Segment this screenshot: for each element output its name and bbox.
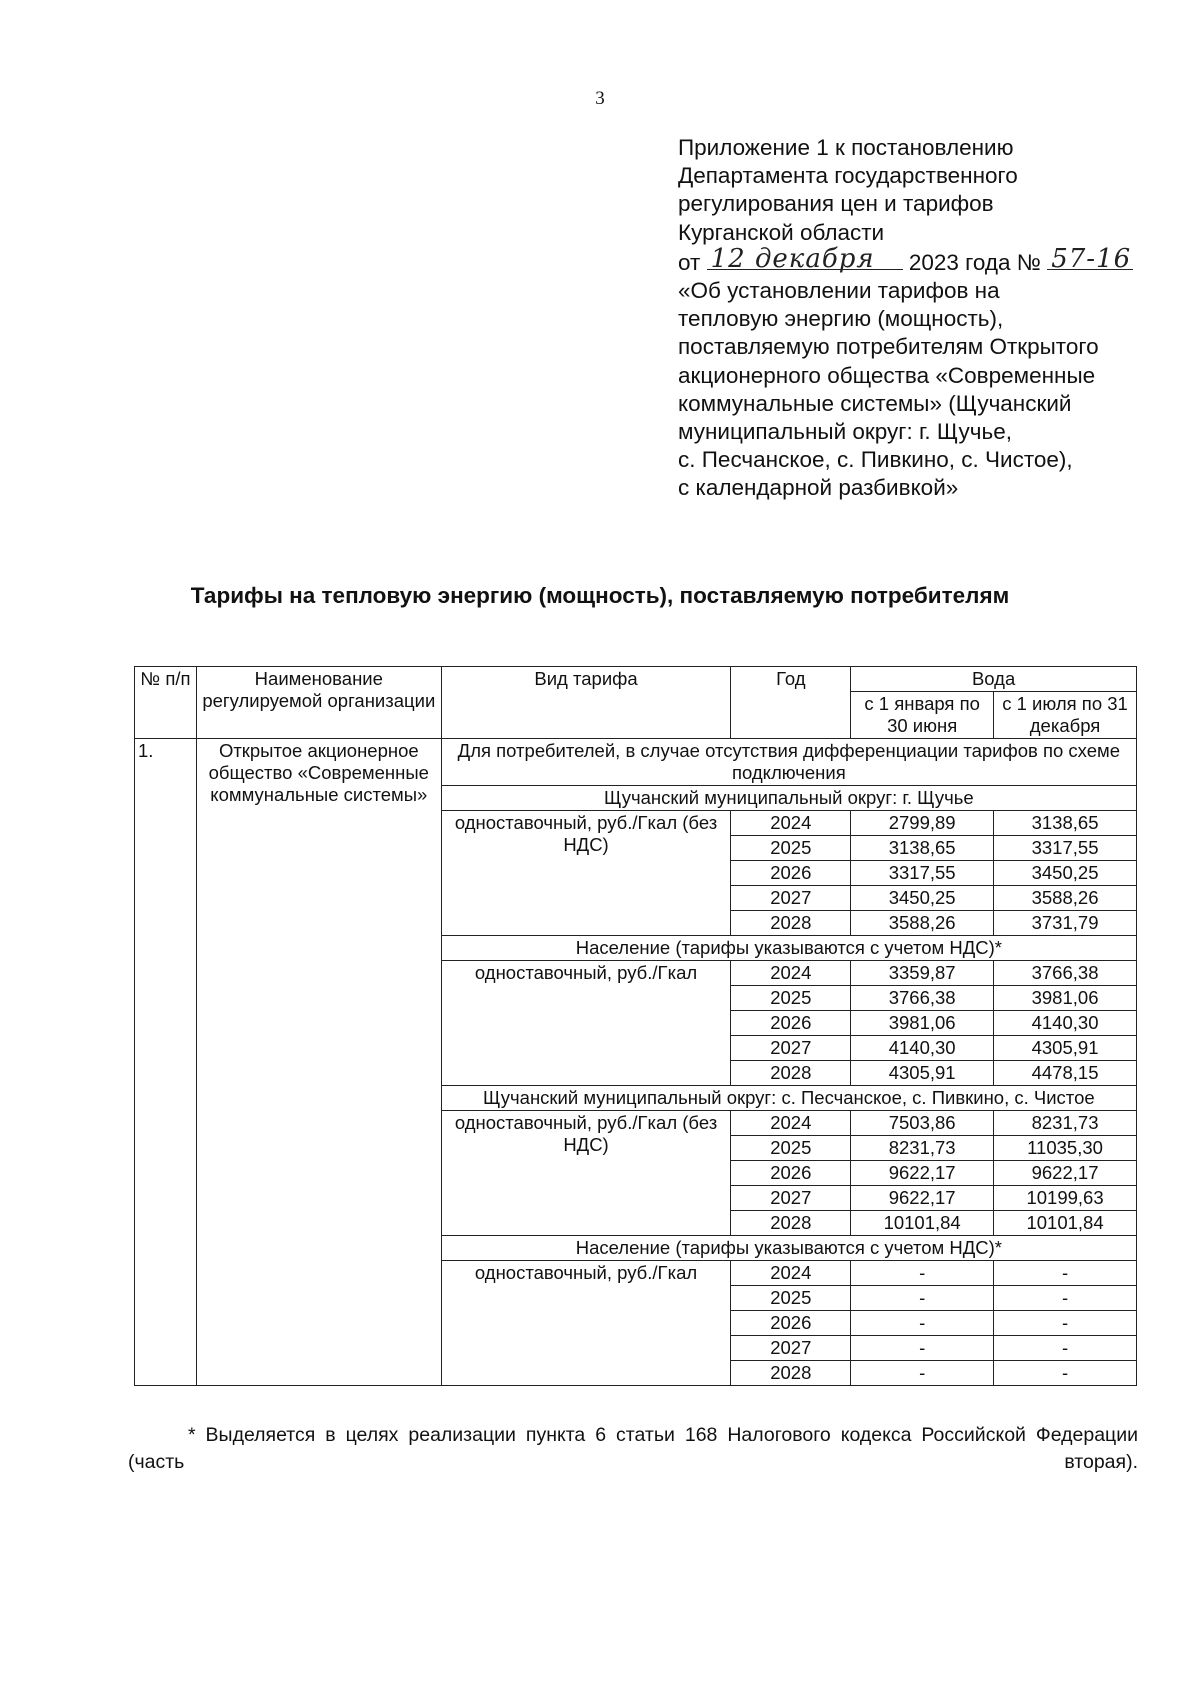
appendix-title-line: коммунальные системы» (Щучанский: [678, 390, 1072, 416]
tariff-h1-cell: 3317,55: [851, 861, 994, 886]
appendix-title-line: «Об установлении тарифов на: [678, 278, 1000, 304]
appendix-title-line: муниципальный округ: г. Щучье,: [678, 419, 1012, 445]
document-title: Тарифы на тепловую энергию (мощность), поставляемую потребителям: [190, 583, 1010, 608]
tariff-h1-cell: 9622,17: [851, 1161, 994, 1186]
tariff-h2-cell: -: [994, 1336, 1137, 1361]
tariff-h1-cell: 4305,91: [851, 1061, 994, 1086]
tariff-h1-cell: 3766,38: [851, 986, 994, 1011]
appendix-title-line: тепловую энергию (мощность),: [678, 306, 1004, 332]
tariff-h1-cell: 7503,86: [851, 1111, 994, 1136]
year-text: 2023 года №: [908, 249, 1041, 275]
tariff-type: одноставочный, руб./Гкал (без НДС): [441, 811, 731, 936]
tariff-h2-cell: 3138,65: [994, 811, 1137, 836]
tariff-h2-cell: 3588,26: [994, 886, 1137, 911]
appendix-line: регулирования цен и тарифов: [678, 191, 994, 217]
appendix-line: Курганской области: [678, 219, 885, 245]
year-cell: 2026: [731, 1011, 851, 1036]
year-cell: 2027: [731, 1036, 851, 1061]
appendix-block: [678, 134, 1158, 503]
tariff-h1-cell: 4140,30: [851, 1036, 994, 1061]
tariff-h1-cell: -: [851, 1261, 994, 1286]
appendix-title-line: с. Песчанское, с. Пивкино, с. Чистое),: [678, 447, 1073, 473]
population-subheader: Население (тарифы указываются с учетом НДС)*: [441, 936, 1136, 961]
footnote-text: * Выделяется в целях реализации пункта 6 статьи 168 Налогового кодекса Российской Федерации (часть вторая).: [128, 1424, 1138, 1473]
header-row: [135, 667, 1137, 692]
tariff-h2-cell: 4478,15: [994, 1061, 1137, 1086]
header-year: Год: [731, 667, 851, 739]
tariff-h1-cell: 3359,87: [851, 961, 994, 986]
tariff-h1-cell: -: [851, 1286, 994, 1311]
year-cell: 2028: [731, 1211, 851, 1236]
header-period-2: с 1 июля по 31 декабря: [994, 692, 1137, 739]
note-row: [135, 739, 1137, 786]
year-cell: 2027: [731, 886, 851, 911]
tariff-h2-cell: 8231,73: [994, 1111, 1137, 1136]
tariff-h2-cell: -: [994, 1361, 1137, 1386]
page-number: 3: [595, 88, 605, 109]
year-cell: 2025: [731, 986, 851, 1011]
tariff-h2-cell: 4140,30: [994, 1011, 1137, 1036]
tariff-table: [134, 666, 1137, 1386]
tariff-h2-cell: 4305,91: [994, 1036, 1137, 1061]
handwritten-number: 57-16: [1051, 243, 1132, 274]
handwritten-date: 12 декабря: [710, 243, 875, 274]
year-cell: 2028: [731, 911, 851, 936]
general-note: Для потребителей, в случае отсутствия дифференциации тарифов по схеме подключения: [441, 739, 1136, 786]
year-cell: 2027: [731, 1186, 851, 1211]
tariff-h1-cell: -: [851, 1311, 994, 1336]
header-type: Вид тарифа: [441, 667, 731, 739]
year-cell: 2028: [731, 1061, 851, 1086]
tariff-h1-cell: 3981,06: [851, 1011, 994, 1036]
year-cell: 2024: [731, 1261, 851, 1286]
tariff-h1-cell: 2799,89: [851, 811, 994, 836]
tariff-h2-cell: 3317,55: [994, 836, 1137, 861]
tariff-h2-cell: 3766,38: [994, 961, 1137, 986]
year-cell: 2025: [731, 836, 851, 861]
tariff-h1-cell: -: [851, 1336, 994, 1361]
tariff-h2-cell: -: [994, 1286, 1137, 1311]
tariff-h2-cell: 10199,63: [994, 1186, 1137, 1211]
date-blank: [707, 243, 903, 274]
appendix-line: Приложение 1 к постановлению: [678, 135, 1014, 160]
year-cell: 2026: [731, 861, 851, 886]
header-period-1: с 1 января по 30 июня: [851, 692, 994, 739]
section-label: Щучанский муниципальный округ: с. Песчанское, с. Пивкино, с. Чистое: [441, 1086, 1136, 1111]
population-subheader: Население (тарифы указываются с учетом НДС)*: [441, 1236, 1136, 1261]
appendix-title-line: с календарной разбивкой»: [678, 475, 959, 501]
appendix-line: Департамента государственного: [678, 163, 1018, 189]
tariff-type: одноставочный, руб./Гкал: [441, 961, 731, 1086]
tariff-type: одноставочный, руб./Гкал: [441, 1261, 731, 1386]
appendix-date-line: [678, 243, 1158, 277]
header-org: Наименование регулируемой организации: [196, 667, 441, 739]
tariff-h2-cell: 9622,17: [994, 1161, 1137, 1186]
tariff-h2-cell: -: [994, 1311, 1137, 1336]
year-cell: 2024: [731, 1111, 851, 1136]
tariff-h1-cell: 9622,17: [851, 1186, 994, 1211]
tariff-h1-cell: 10101,84: [851, 1211, 994, 1236]
appendix-title-line: акционерного общества «Современные: [678, 362, 1096, 388]
tariff-h1-cell: 3450,25: [851, 886, 994, 911]
tariff-h1-cell: -: [851, 1361, 994, 1386]
year-cell: 2027: [731, 1336, 851, 1361]
tariff-h2-cell: 3981,06: [994, 986, 1137, 1011]
header-water: Вода: [851, 667, 1137, 692]
year-cell: 2026: [731, 1311, 851, 1336]
year-cell: 2024: [731, 961, 851, 986]
header-num: № п/п: [135, 667, 197, 739]
tariff-h1-cell: 3138,65: [851, 836, 994, 861]
tariff-h2-cell: 3731,79: [994, 911, 1137, 936]
row-number: 1.: [135, 739, 197, 1386]
section-label: Щучанский муниципальный округ: г. Щучье: [441, 786, 1136, 811]
tariff-h2-cell: -: [994, 1261, 1137, 1286]
appendix-title-line: поставляемую потребителям Открытого: [678, 334, 1099, 360]
tariff-h1-cell: 3588,26: [851, 911, 994, 936]
tariff-h2-cell: 3450,25: [994, 861, 1137, 886]
tariff-h2-cell: 11035,30: [994, 1136, 1137, 1161]
year-cell: 2024: [731, 811, 851, 836]
year-cell: 2025: [731, 1286, 851, 1311]
year-cell: 2028: [731, 1361, 851, 1386]
organization-name: Открытое акционерное общество «Современные коммунальные системы»: [196, 739, 441, 1386]
tariff-h1-cell: 8231,73: [851, 1136, 994, 1161]
tariff-type: одноставочный, руб./Гкал (без НДС): [441, 1111, 731, 1236]
date-prefix: от: [678, 249, 701, 275]
year-cell: 2026: [731, 1161, 851, 1186]
footnote: [128, 1422, 1138, 1476]
tariff-h2-cell: 10101,84: [994, 1211, 1137, 1236]
number-blank: [1047, 243, 1133, 274]
year-cell: 2025: [731, 1136, 851, 1161]
